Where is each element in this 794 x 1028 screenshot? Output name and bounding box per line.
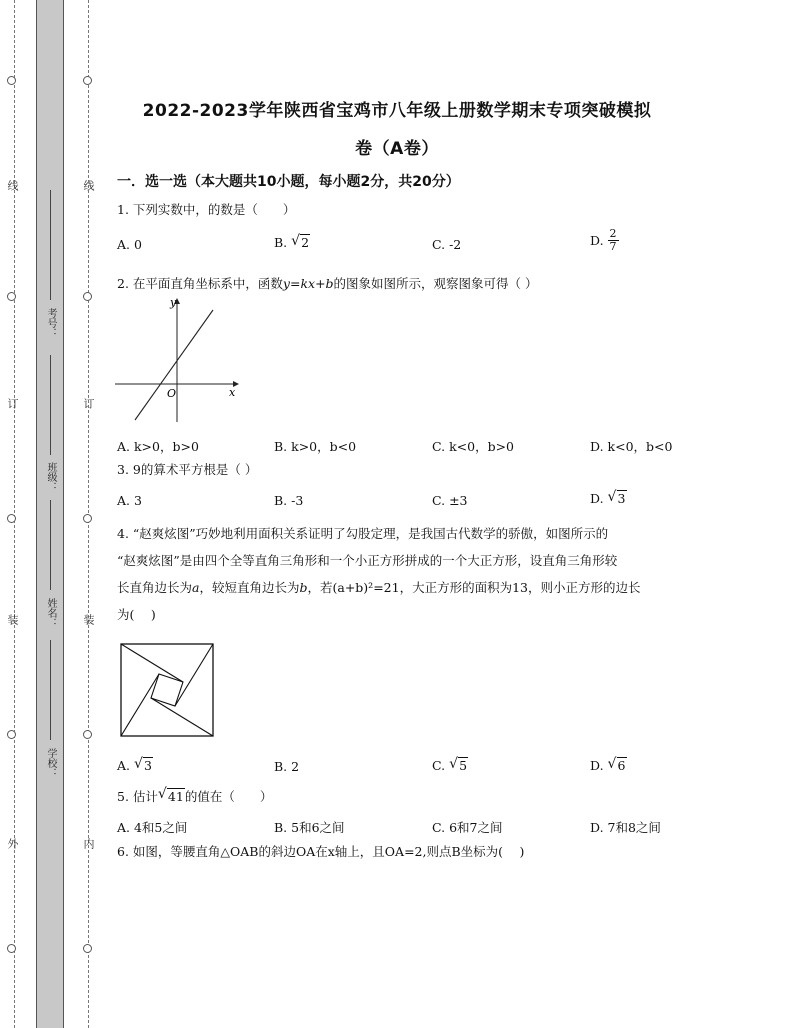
q4-option-b: B. 2 xyxy=(274,759,300,774)
exam-number-label: 考号： xyxy=(45,308,56,338)
binding-hole-icon xyxy=(83,944,92,953)
q3-option-c: C. ±3 xyxy=(432,493,468,508)
class-underline xyxy=(50,355,51,455)
q5-option-a: A. 4和5之间 xyxy=(117,820,188,835)
binding-hole-icon xyxy=(83,730,92,739)
q1-option-a: A. 0 xyxy=(117,237,142,252)
binding-hole-icon xyxy=(7,944,16,953)
margin-char-bind: 装 xyxy=(82,614,95,625)
school-label: 学校： xyxy=(45,748,56,778)
question-4-line1: 4. “赵爽炫图”巧妙地利用面积关系证明了勾股定理，是我国古代数学的骄傲，如图所示的 xyxy=(117,526,609,541)
sqrt-icon: √ 41 xyxy=(158,783,185,810)
q1-option-c: C. -2 xyxy=(432,237,462,252)
x-axis-label: x xyxy=(229,386,236,399)
question-4-line2: “赵爽炫图”是由四个全等直角三角形和一个小正方形拼成的一个大正方形，设直角三角形较 xyxy=(117,553,618,568)
sqrt-icon: √ 3 xyxy=(134,758,153,773)
page-title-line2: 卷（A卷） xyxy=(355,139,439,159)
binding-hole-icon xyxy=(7,292,16,301)
margin-char-line: 线 xyxy=(6,180,19,191)
q2-option-b: B. k>0，b<0 xyxy=(274,439,357,454)
page-title-line1: 2022-2023学年陕西省宝鸡市八年级上册数学期末专项突破模拟 xyxy=(142,101,652,121)
sqrt-icon: √ 6 xyxy=(608,758,627,773)
section-heading: 一．选一选（本大题共10小题，每小题2分，共20分） xyxy=(117,174,460,190)
y-axis-label: y xyxy=(170,296,177,309)
sqrt-icon: √ 3 xyxy=(608,491,627,506)
q3-option-a: A. 3 xyxy=(117,493,142,508)
q2-option-a: A. k>0，b>0 xyxy=(117,439,199,454)
q4-option-c: C. √ 5 xyxy=(432,758,468,773)
binding-hole-icon xyxy=(7,730,16,739)
question-5-stem: 5. 估计√ 41的值在（ ） xyxy=(117,783,682,810)
margin-char-order: 订 xyxy=(82,398,95,409)
question-4-line3: 长直角边长为a，较短直角边长为b，若(a+b)²=21，大正方形的面积为13，则小正方形的边长 xyxy=(117,580,641,595)
binding-hole-icon xyxy=(83,76,92,85)
binding-hole-icon xyxy=(83,514,92,523)
margin-char-inside: 内 xyxy=(82,838,95,849)
binding-hole-icon xyxy=(83,292,92,301)
name-label: 姓名： xyxy=(45,598,56,628)
q2-linear-graph xyxy=(115,296,240,426)
exam-number-underline xyxy=(50,190,51,300)
q5-option-c: C. 6和7之间 xyxy=(432,820,503,835)
q3-option-b: B. -3 xyxy=(274,493,304,508)
q2-option-c: C. k<0，b>0 xyxy=(432,439,514,454)
question-1-stem: 1. 下列实数中，的数是（ ） xyxy=(117,202,296,217)
q2-option-d: D. k<0，b<0 xyxy=(590,439,673,454)
q4-option-a: A. √ 3 xyxy=(117,758,153,773)
q1-option-d: D. $\frac{2}{7}$ xyxy=(590,227,617,253)
q5-option-d: D. 7和8之间 xyxy=(590,820,661,835)
question-3-stem: 3. 9的算术平方根是（ ） xyxy=(117,462,258,477)
margin-char-order: 订 xyxy=(6,398,19,409)
sqrt-icon: √ 5 xyxy=(449,758,468,773)
question-2-stem: 2. 在平面直角坐标系中，函数y=kx+b的图象如图所示，观察图象可得（ ） xyxy=(117,276,538,291)
question-4-line4: 为( ) xyxy=(117,607,156,622)
q5-option-b: B. 5和6之间 xyxy=(274,820,345,835)
q4-option-d: D. √ 6 xyxy=(590,758,627,773)
name-underline xyxy=(50,500,51,590)
q3-option-d: D. √ 3 xyxy=(590,491,627,506)
origin-label: O xyxy=(167,387,177,400)
school-underline xyxy=(50,640,51,740)
sqrt-icon: √ 2 xyxy=(291,235,310,250)
margin-char-outside: 外 xyxy=(6,838,19,849)
margin-char-bind: 装 xyxy=(6,614,19,625)
q1-option-b: B. √ 2 xyxy=(274,235,310,250)
class-label: 班级： xyxy=(45,462,56,492)
question-6-stem: 6. 如图，等腰直角△OAB的斜边OA在x轴上，且OA=2,则点B坐标为( ) xyxy=(117,844,525,859)
margin-char-line: 线 xyxy=(82,180,95,191)
binding-hole-icon xyxy=(7,76,16,85)
zhao-shuang-diagram xyxy=(120,643,216,739)
binding-margin xyxy=(0,0,100,1028)
fraction: $\frac{2}{7}$ xyxy=(609,227,617,253)
binding-hole-icon xyxy=(7,514,16,523)
